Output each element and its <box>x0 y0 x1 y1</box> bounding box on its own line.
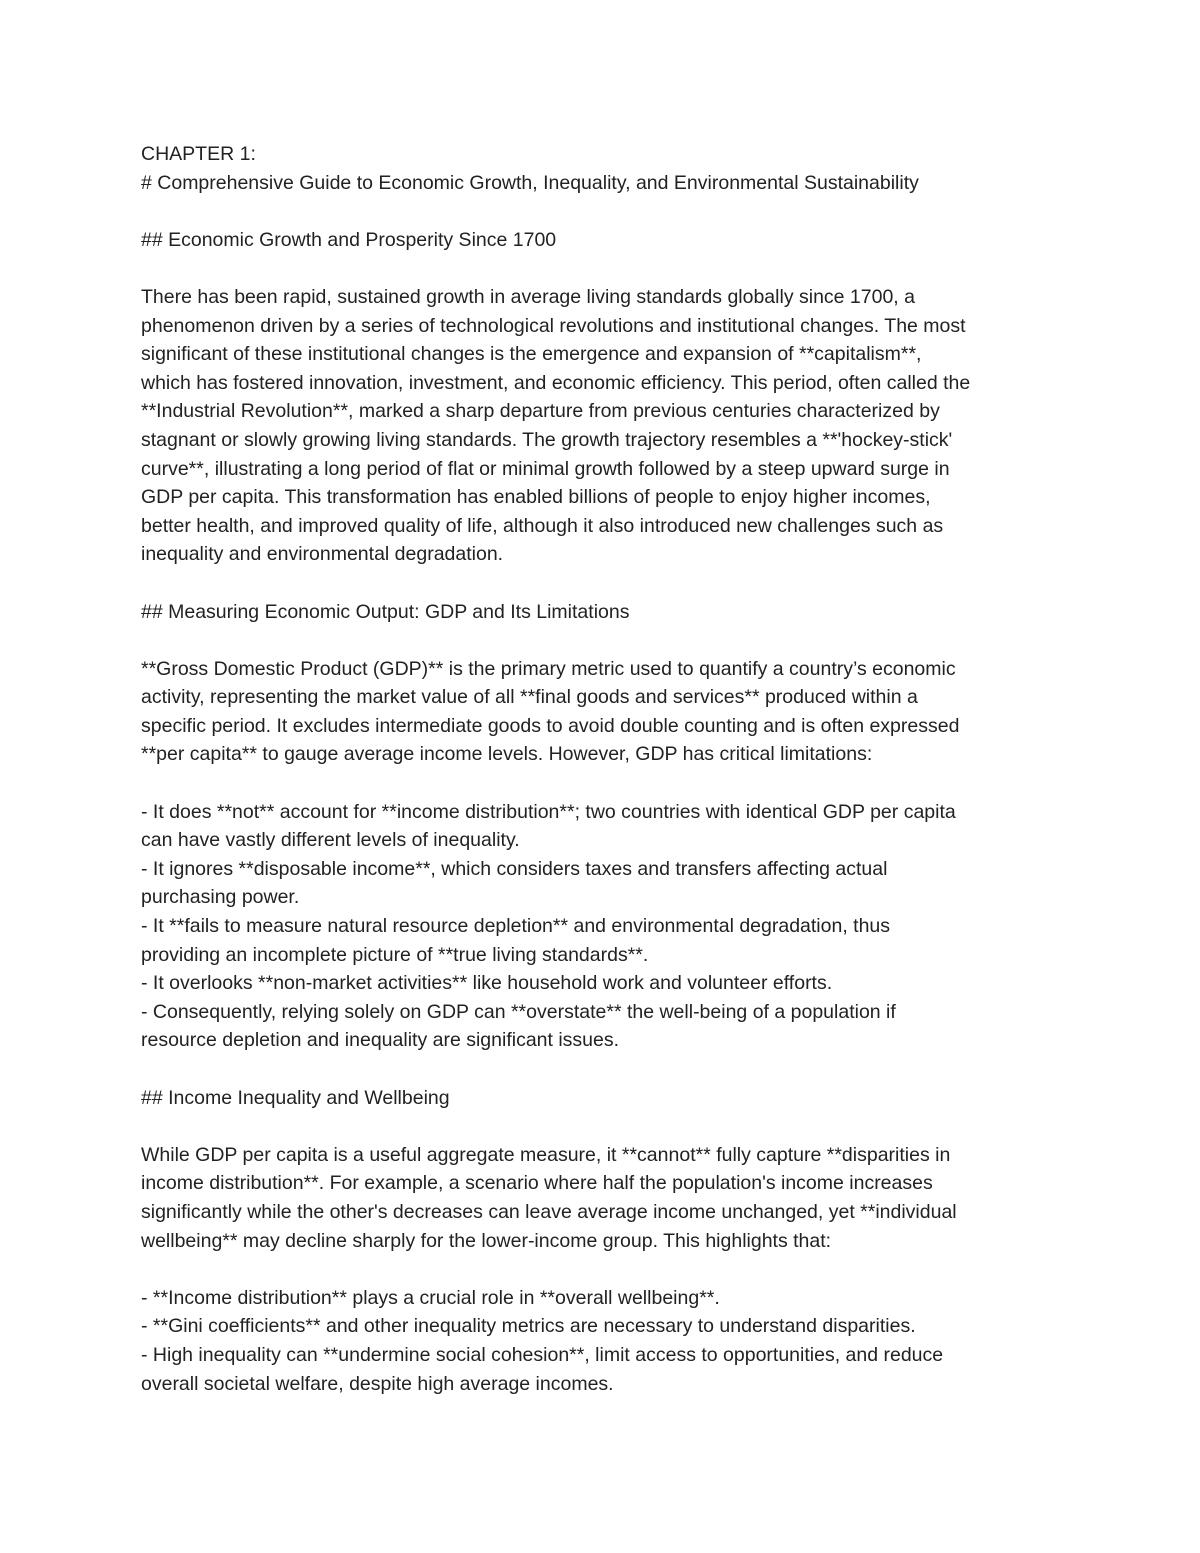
paragraph-gdp <box>141 655 1071 769</box>
list-item: - **Income distribution** plays a crucial role in **overall wellbeing**. <box>141 1286 720 1309</box>
spacer <box>141 1255 1071 1284</box>
spacer <box>141 197 1071 226</box>
text-line: activity, representing the market value of all **final goods and services** produced within a <box>141 686 918 709</box>
list-item: overall societal welfare, despite high average incomes. <box>141 1372 614 1395</box>
paragraph-growth <box>141 283 1071 569</box>
text-line: **Gross Domestic Product (GDP)** is the primary metric used to quantify a country’s economic <box>141 657 956 680</box>
text-line: significant of these institutional changes is the emergence and expansion of **capitalism**, <box>141 343 922 366</box>
list-item: - **Gini coefficients** and other inequality metrics are necessary to understand disparities. <box>141 1315 916 1338</box>
list-item: resource depletion and inequality are significant issues. <box>141 1029 620 1052</box>
list-item: - High inequality can **undermine social cohesion**, limit access to opportunities, and reduce <box>141 1343 944 1366</box>
text-line: While GDP per capita is a useful aggregate measure, it **cannot** fully capture **disparities in <box>141 1143 951 1166</box>
list-item: purchasing power. <box>141 886 300 909</box>
text-line: which has fostered innovation, investment, and economic efficiency. This period, often called the <box>141 371 971 394</box>
list-item: can have vastly different levels of inequality. <box>141 829 520 852</box>
paragraph-inequality <box>141 1141 1071 1255</box>
chapter-label: CHAPTER 1: <box>141 143 256 165</box>
text-line: stagnant or slowly growing living standards. The growth trajectory resembles a **'hockey-stick' <box>141 428 953 451</box>
spacer <box>141 626 1071 655</box>
text-line: income distribution**. For example, a scenario where half the population's income increases <box>141 1172 933 1195</box>
spacer <box>141 254 1071 283</box>
section-heading-gdp: ## Measuring Economic Output: GDP and Its Limitations <box>141 600 630 623</box>
text-line: wellbeing** may decline sharply for the lower-income group. This highlights that: <box>141 1229 832 1252</box>
section-heading-growth: ## Economic Growth and Prosperity Since 1700 <box>141 228 557 251</box>
list-item: - Consequently, relying solely on GDP can **overstate** the well-being of a population if <box>141 1000 896 1023</box>
text-line: GDP per capita. This transformation has enabled billions of people to enjoy higher incomes, <box>141 486 931 509</box>
list-item: - It **fails to measure natural resource depletion** and environmental degradation, thus <box>141 915 891 938</box>
text-line: There has been rapid, sustained growth in average living standards globally since 1700, a <box>141 285 915 308</box>
spacer <box>141 769 1071 798</box>
section-heading-inequality: ## Income Inequality and Wellbeing <box>141 1086 450 1109</box>
list-item: providing an incomplete picture of **true living standards**. <box>141 943 649 966</box>
text-line: **Industrial Revolution**, marked a sharp departure from previous centuries characterized by <box>141 400 940 423</box>
document-body <box>141 140 1071 1398</box>
text-line: significantly while the other's decreases can leave average income unchanged, yet **individual <box>141 1200 957 1223</box>
list-item: - It ignores **disposable income**, which considers taxes and transfers affecting actual <box>141 857 888 880</box>
text-line: phenomenon driven by a series of technological revolutions and institutional changes. The most <box>141 314 966 337</box>
text-line: inequality and environmental degradation. <box>141 543 504 566</box>
list-item: - It overlooks **non-market activities** like household work and volunteer efforts. <box>141 972 833 995</box>
document-title: # Comprehensive Guide to Economic Growth, Inequality, and Environmental Sustainability <box>141 171 919 194</box>
text-line: better health, and improved quality of life, although it also introduced new challenges such as <box>141 514 944 537</box>
text-line: **per capita** to gauge average income levels. However, GDP has critical limitations: <box>141 743 873 766</box>
text-line: specific period. It excludes intermediate goods to avoid double counting and is often expressed <box>141 714 960 737</box>
list-inequality-points <box>141 1284 1071 1398</box>
spacer <box>141 569 1071 598</box>
spacer <box>141 1112 1071 1141</box>
text-line: curve**, illustrating a long period of flat or minimal growth followed by a steep upward surge in <box>141 457 950 480</box>
list-item: - It does **not** account for **income distribution**; two countries with identical GDP per capita <box>141 800 956 823</box>
list-gdp-limitations <box>141 798 1071 1055</box>
spacer <box>141 1055 1071 1084</box>
